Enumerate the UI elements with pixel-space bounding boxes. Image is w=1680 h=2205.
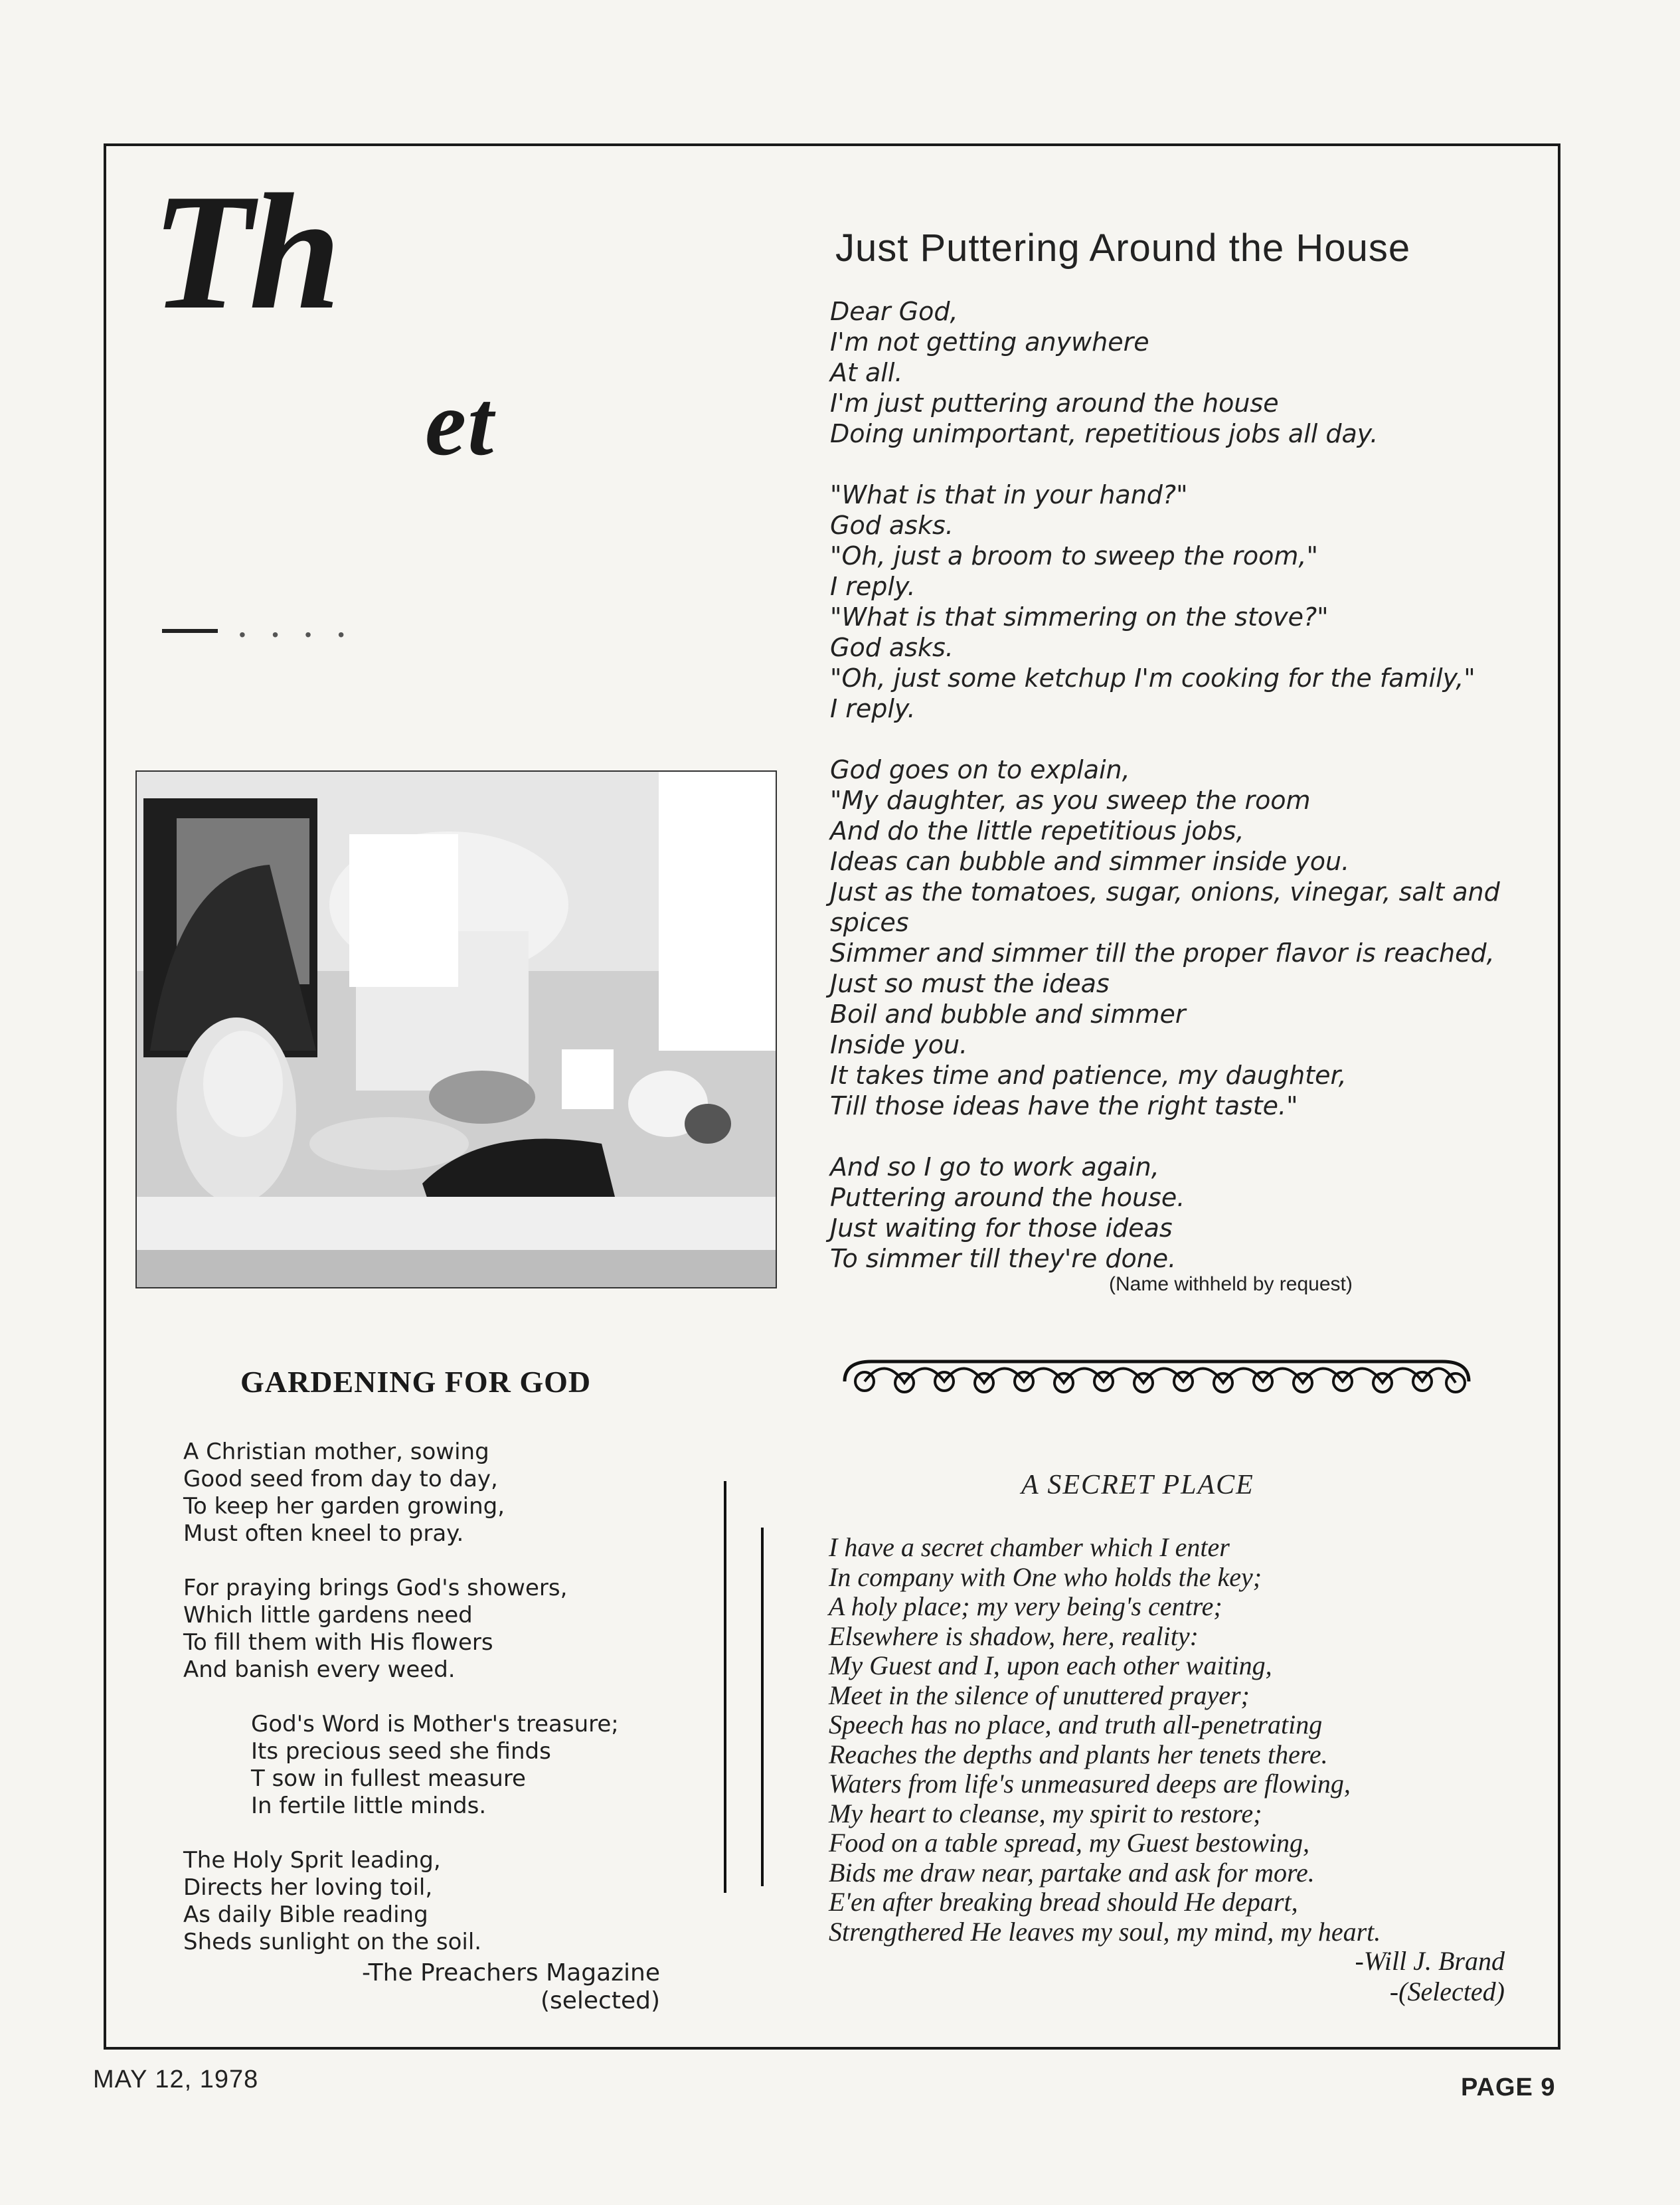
- poem-line: "My daughter, as you sweep the room: [830, 786, 1311, 815]
- poem-line: Waters from life's unmeasured deeps are flowing,: [829, 1769, 1351, 1799]
- masthead-rule: [162, 629, 218, 633]
- poem-credit-note-gardening: (selected): [540, 1987, 660, 2014]
- poem-line: Puttering around the house.: [830, 1183, 1185, 1212]
- poem-line: The Holy Sprit leading,: [183, 1847, 441, 1874]
- poem-line: Food on a table spread, my Guest bestowing,: [829, 1828, 1310, 1858]
- poem-stanza: [830, 480, 1547, 724]
- masthead-title-fragment: Th: [151, 160, 337, 344]
- poem-stanza: [830, 296, 1547, 449]
- masthead-title-fragment-2: et: [425, 372, 495, 475]
- poem-line: To keep her garden growing,: [183, 1493, 505, 1520]
- poem-line: Its precious seed she finds: [251, 1738, 551, 1765]
- poem-line: Which little gardens need: [183, 1602, 473, 1629]
- poem-line: T sow in fullest measure: [251, 1765, 526, 1792]
- poem-line: And banish every weed.: [183, 1656, 456, 1683]
- poem-line: God's Word is Mother's treasure;: [251, 1711, 619, 1737]
- poem-line: Must often kneel to pray.: [183, 1520, 464, 1547]
- column-divider-left: [724, 1481, 726, 1893]
- poem-stanza: [183, 1575, 619, 1684]
- poem-line: I'm not getting anywhere: [830, 327, 1149, 357]
- poem-credit-gardening: -The Preachers Magazine: [361, 1959, 660, 1986]
- poem-body-secret-place: [829, 1533, 1381, 1947]
- poem-author: -Will J. Brand: [1355, 1946, 1505, 1976]
- masthead-dots: • • • •: [239, 624, 355, 645]
- poem-line: My Guest and I, upon each other waiting,: [829, 1650, 1272, 1680]
- poem-line: "What is that simmering on the stove?": [830, 602, 1329, 632]
- poem-line: Directs her loving toil,: [183, 1874, 433, 1901]
- poem-line: Strengthered He leaves my soul, my mind, my heart.: [829, 1916, 1381, 1947]
- poem-line: It takes time and patience, my daughter,: [830, 1061, 1347, 1090]
- poem-line: In fertile little minds.: [251, 1793, 487, 1819]
- poem-body-gardening: [183, 1439, 619, 1983]
- poem-line: Speech has no place, and truth all-penetrating: [829, 1710, 1323, 1739]
- poem-line: A holy place; my very being's centre;: [829, 1591, 1222, 1621]
- poem-title-puttering: Just Puttering Around the House: [835, 226, 1411, 270]
- poem-line: I'm just puttering around the house: [830, 389, 1279, 418]
- poem-body-puttering: [830, 296, 1547, 1304]
- poem-line: God asks.: [830, 511, 954, 540]
- poem-line: E'en after breaking bread should He depart,: [829, 1887, 1298, 1917]
- poem-line: Elsewhere is shadow, here, reality:: [829, 1621, 1199, 1651]
- poem-line: For praying brings God's showers,: [183, 1575, 568, 1601]
- poem-title-gardening: GARDENING FOR GOD: [240, 1365, 592, 1399]
- poem-line: To simmer till they're done.: [830, 1244, 1177, 1273]
- footer-date: MAY 12, 1978: [93, 2066, 259, 2093]
- poem-line: Reaches the depths and plants her tenets there.: [829, 1739, 1328, 1769]
- poem-line: spices: [830, 908, 909, 937]
- poem-credit-secret-place: [1182, 1946, 1505, 2007]
- poem-line: I reply.: [830, 694, 916, 723]
- poem-line: As daily Bible reading: [183, 1901, 428, 1928]
- poem-line: A Christian mother, sowing: [183, 1439, 489, 1465]
- kitchen-photo: [135, 770, 777, 1288]
- poem-line: Meet in the silence of unuttered prayer;: [829, 1680, 1250, 1710]
- poem-line: Just as the tomatoes, sugar, onions, vinegar, salt and: [830, 877, 1500, 907]
- poem-line: Till those ideas have the right taste.": [830, 1091, 1298, 1120]
- poem-line: God asks.: [830, 633, 954, 662]
- poem-line: "What is that in your hand?": [830, 480, 1188, 509]
- column-divider-right: [761, 1528, 764, 1886]
- poem-line: Sheds sunlight on the soil.: [183, 1929, 482, 1955]
- poem-line: Bids me draw near, partake and ask for more.: [829, 1857, 1315, 1888]
- poem-line: Ideas can bubble and simmer inside you.: [830, 847, 1350, 876]
- poem-line: Dear God,: [830, 297, 958, 326]
- poem-line: To fill them with His flowers: [183, 1629, 493, 1656]
- poem-line: My heart to cleanse, my spirit to restore;: [829, 1798, 1262, 1828]
- poem-line: In company with One who holds the key;: [829, 1561, 1262, 1592]
- poem-line: At all.: [830, 358, 903, 387]
- poem-line: Boil and bubble and simmer: [830, 1000, 1186, 1029]
- poem-line: Simmer and simmer till the proper flavor is reached,: [830, 938, 1495, 968]
- poem-line: And so I go to work again,: [830, 1152, 1159, 1182]
- poem-line: Doing unimportant, repetitious jobs all day.: [830, 419, 1379, 448]
- poem-line: I have a secret chamber which I enter: [829, 1532, 1230, 1562]
- poem-credit-puttering: (Name withheld by request): [1109, 1273, 1353, 1295]
- poem-line: Just so must the ideas: [830, 969, 1110, 998]
- poem-stanza: [830, 1152, 1547, 1274]
- photo-illustration: [137, 772, 777, 1288]
- poem-stanza: [830, 754, 1547, 1121]
- scroll-ornament-divider: [838, 1348, 1475, 1401]
- poem-line: Inside you.: [830, 1030, 968, 1059]
- poem-stanza: [183, 1439, 619, 1547]
- poem-line: I reply.: [830, 572, 916, 601]
- poem-line: Just waiting for those ideas: [830, 1213, 1173, 1243]
- poem-title-secret-place: A SECRET PLACE: [1021, 1470, 1254, 1500]
- poem-line: "Oh, just some ketchup I'm cooking for the family,": [830, 663, 1475, 693]
- poem-stanza: [183, 1711, 619, 1820]
- footer-page-number: PAGE 9: [1461, 2073, 1556, 2101]
- poem-stanza: [183, 1847, 619, 1956]
- poem-credit-note: -(Selected): [1389, 1977, 1505, 2006]
- poem-line: "Oh, just a broom to sweep the room,": [830, 541, 1318, 571]
- poem-line: And do the little repetitious jobs,: [830, 816, 1244, 845]
- poem-line: Good seed from day to day,: [183, 1466, 498, 1492]
- poem-line: God goes on to explain,: [830, 755, 1130, 784]
